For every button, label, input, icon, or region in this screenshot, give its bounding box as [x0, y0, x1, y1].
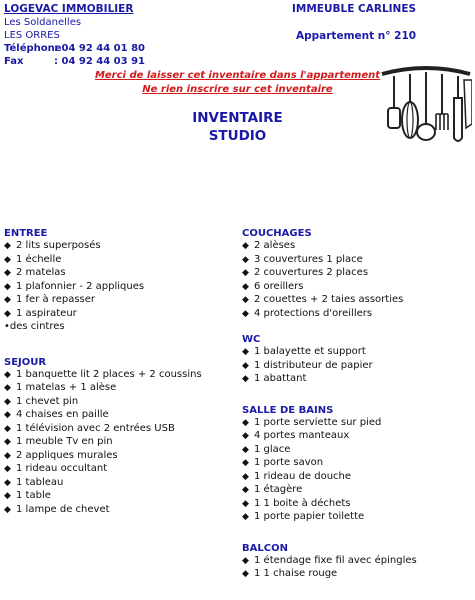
list-item-extra: •des cintres — [4, 321, 65, 332]
bullet-icon: ◆ — [4, 383, 11, 393]
bullet-icon: ◆ — [242, 444, 249, 455]
bullet-icon: ◆ — [242, 347, 249, 357]
bullet-icon: ◆ — [4, 281, 11, 292]
address-line-1: Les Soldanelles — [4, 17, 82, 28]
section-couchages — [242, 228, 472, 320]
list-item: ◆ 1 étendage fixe fil avec épingles — [242, 554, 472, 568]
address-line-2: LES ORRES — [4, 30, 60, 41]
list-item: ◆ 1 télévision avec 2 entrées USB — [4, 422, 229, 436]
list-sejour — [4, 368, 229, 517]
list-balcon — [242, 554, 472, 581]
phone-label: Téléphone — [4, 43, 62, 54]
bullet-icon: ◆ — [4, 477, 11, 488]
note-no-writing: Ne rien inscrire sur cet inventaire — [142, 84, 333, 95]
section-salle-de-bains — [242, 405, 472, 524]
bullet-icon: ◆ — [242, 268, 249, 278]
list-salle-de-bains — [242, 416, 472, 524]
list-item: ◆ 1 1 boite à déchets — [242, 497, 472, 511]
list-item: ◆ 2 couettes + 2 taies assorties — [242, 293, 472, 307]
section-title-salle-de-bains: SALLE DE BAINS — [242, 404, 334, 416]
left-column — [4, 228, 229, 516]
list-item: ◆ 1 étagère — [242, 483, 472, 497]
list-item: ◆ 1 porte savon — [242, 456, 472, 470]
bullet-icon: ◆ — [4, 410, 11, 420]
bullet-icon: ◆ — [242, 458, 249, 468]
list-item: ◆ 4 chaises en paille — [4, 408, 229, 422]
list-item: ◆ 1 porte papier toilette — [242, 510, 472, 524]
list-item: ◆ 1 plafonnier - 2 appliques — [4, 280, 229, 294]
list-item: ◆ 3 couvertures 1 place — [242, 253, 472, 267]
bullet-icon: ◆ — [4, 437, 11, 447]
bullet-icon: ◆ — [242, 498, 249, 509]
bullet-icon: ◆ — [4, 450, 11, 461]
kitchen-utensils-rack-icon — [380, 58, 472, 158]
bullet-icon: ◆ — [242, 471, 249, 482]
bullet-icon: ◆ — [242, 374, 249, 384]
note-leave-inventory: Merci de laisser cet inventaire dans l'appartement — [94, 70, 381, 81]
list-item: ◆ 1 table — [4, 489, 229, 503]
list-item: ◆ 1 lampe de chevet — [4, 503, 229, 517]
bullet-icon: ◆ — [4, 369, 11, 380]
bullet-icon: ◆ — [242, 295, 249, 305]
bullet-icon: ◆ — [242, 254, 249, 265]
bullet-icon: ◆ — [4, 396, 11, 407]
bullet-icon: ◆ — [242, 417, 249, 428]
list-couchages — [242, 239, 472, 320]
bullet-icon: ◆ — [4, 295, 11, 305]
section-wc — [242, 334, 472, 386]
list-item: ◆ 1 aspirateur — [4, 307, 229, 321]
list-item: ◆ 1 matelas + 1 alèse — [4, 381, 229, 395]
list-item: ◆ 1 1 chaise rouge — [242, 567, 472, 581]
bullet-icon: ◆ — [242, 555, 249, 566]
list-item: ◆ 2 matelas — [4, 266, 229, 280]
bullet-icon: ◆ — [242, 360, 249, 371]
bullet-icon: ◆ — [242, 308, 249, 319]
company-name: LOGEVAC IMMOBILIER — [4, 3, 134, 15]
section-entree — [4, 228, 229, 334]
list-item: ◆ 1 glace — [242, 443, 472, 457]
list-item: ◆ 1 échelle — [4, 253, 229, 267]
list-wc — [242, 345, 472, 386]
bullet-icon: ◆ — [4, 464, 11, 474]
bullet-icon: ◆ — [4, 254, 11, 265]
list-item: ◆ 1 fer à repasser — [4, 293, 229, 307]
bullet-icon: ◆ — [4, 423, 11, 434]
list-entree — [4, 239, 229, 320]
bullet-icon: ◆ — [4, 491, 11, 501]
bullet-icon: ◆ — [242, 512, 249, 522]
list-item: ◆ 1 porte serviette sur pied — [242, 416, 472, 430]
page-title: INVENTAIRE — [192, 110, 283, 126]
bullet-icon: ◆ — [4, 268, 11, 278]
list-item: ◆ 1 balayette et support — [242, 345, 472, 359]
list-item: ◆ 1 distributeur de papier — [242, 359, 472, 373]
building-name: IMMEUBLE CARLINES — [292, 3, 417, 15]
fax-value: : 04 92 44 03 91 — [54, 56, 145, 67]
section-title-sejour: SEJOUR — [4, 356, 47, 368]
bullet-icon: ◆ — [242, 431, 249, 441]
list-item: ◆ 1 banquette lit 2 places + 2 coussins — [4, 368, 229, 382]
list-item: ◆ 1 rideau occultant — [4, 462, 229, 476]
bullet-icon: ◆ — [4, 504, 11, 515]
phone-value: : 04 92 44 01 80 — [54, 43, 145, 54]
bullet-icon: ◆ — [242, 241, 249, 251]
right-column — [242, 228, 472, 581]
list-item: ◆ 1 rideau de douche — [242, 470, 472, 484]
section-title-entree: ENTREE — [4, 228, 48, 239]
list-item: ◆ 2 alèses — [242, 239, 472, 253]
page-subtitle: STUDIO — [208, 128, 267, 144]
fax-label: Fax — [4, 56, 24, 67]
phone-line — [4, 43, 145, 54]
section-title-balcon: BALCON — [242, 542, 288, 554]
list-item: ◆ 2 appliques murales — [4, 449, 229, 463]
bullet-icon: ◆ — [4, 241, 11, 251]
bullet-icon: ◆ — [242, 569, 249, 579]
apartment-number: Appartement n° 210 — [296, 30, 417, 42]
bullet-icon: ◆ — [4, 308, 11, 319]
bullet-icon: ◆ — [242, 485, 249, 495]
section-title-couchages: COUCHAGES — [242, 228, 312, 239]
list-item: ◆ 4 protections d'oreillers — [242, 307, 472, 321]
list-item: ◆ 1 chevet pin — [4, 395, 229, 409]
list-item: ◆ 6 oreillers — [242, 280, 472, 294]
section-title-wc: WC — [242, 334, 261, 345]
list-item: ◆ 2 couvertures 2 places — [242, 266, 472, 280]
list-item: ◆ 1 abattant — [242, 372, 472, 386]
fax-line — [4, 56, 145, 67]
list-item: ◆ 2 lits superposés — [4, 239, 229, 253]
section-balcon — [242, 543, 472, 581]
section-sejour — [4, 357, 229, 517]
list-item: ◆ 4 portes manteaux — [242, 429, 472, 443]
list-item: ◆ 1 tableau — [4, 476, 229, 490]
list-item: ◆ 1 meuble Tv en pin — [4, 435, 229, 449]
bullet-icon: ◆ — [242, 281, 249, 292]
